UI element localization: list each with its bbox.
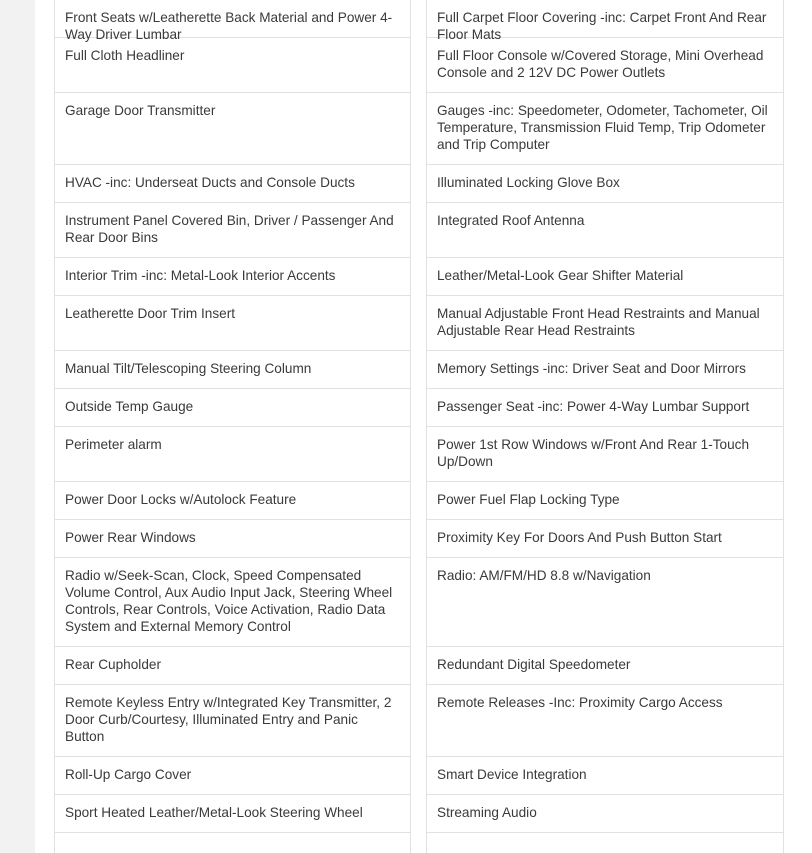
feature-label: Manual Tilt/Telescoping Steering Column: [65, 361, 312, 376]
list-item: [55, 426, 410, 481]
list-item: [427, 388, 783, 426]
list-item: [427, 426, 783, 481]
feature-label: Full Floor Console w/Covered Storage, Mini Overhead Console and 2 12V DC Power Outlets: [437, 48, 764, 80]
feature-label: Front Seats w/Leatherette Back Material and Power 4-Way Driver Lumbar: [65, 10, 393, 42]
feature-label: Full Cloth Headliner: [65, 48, 185, 63]
feature-label: Outside Temp Gauge: [65, 399, 194, 414]
list-item: [55, 557, 410, 646]
feature-label: Illuminated Locking Glove Box: [437, 175, 620, 190]
list-item: [55, 481, 410, 519]
list-item: [427, 202, 783, 257]
list-item: [55, 295, 410, 350]
list-item: [427, 481, 783, 519]
list-item: [427, 257, 783, 295]
feature-label: Garage Door Transmitter: [65, 103, 216, 118]
feature-label: Remote Keyless Entry w/Integrated Key Transmitter, 2 Door Curb/Courtesy, Illuminated Entry and Panic Button: [65, 695, 392, 744]
feature-label: Proximity Key For Doors And Push Button Start: [437, 530, 722, 545]
feature-label: Interior Trim -inc: Metal-Look Interior Accents: [65, 268, 336, 283]
feature-label: Roll-Up Cargo Cover: [65, 767, 192, 782]
feature-label: Rear Cupholder: [65, 657, 161, 672]
list-item: [55, 257, 410, 295]
list-item: [55, 164, 410, 202]
list-item: [55, 37, 410, 92]
feature-label: Sport Heated Leather/Metal-Look Steering Wheel: [65, 805, 363, 820]
list-item: [427, 350, 783, 388]
feature-label: Radio: AM/FM/HD 8.8 w/Navigation: [437, 568, 651, 583]
features-column-right: [426, 0, 784, 853]
list-item: [55, 92, 410, 164]
feature-label: Smart Device Integration: [437, 767, 587, 782]
list-item: [55, 519, 410, 557]
feature-label: Power Fuel Flap Locking Type: [437, 492, 620, 507]
feature-label: Remote Releases -Inc: Proximity Cargo Access: [437, 695, 723, 710]
list-item: [55, 646, 410, 684]
feature-label: Streaming Audio: [437, 805, 537, 820]
list-item: [55, 388, 410, 426]
list-item: [427, 794, 783, 832]
list-item: [55, 684, 410, 756]
list-item: [55, 794, 410, 832]
list-item: [427, 646, 783, 684]
feature-label: Full Carpet Floor Covering -inc: Carpet Front And Rear Floor Mats: [437, 10, 767, 42]
list-item: [427, 164, 783, 202]
list-item: [55, 0, 410, 42]
features-panel: [35, 0, 804, 853]
feature-label: Leather/Metal-Look Gear Shifter Material: [437, 268, 684, 283]
page-gutter: [0, 0, 35, 853]
features-column-left: [54, 0, 411, 853]
list-item: [427, 832, 783, 853]
list-item: [427, 295, 783, 350]
list-item: [427, 519, 783, 557]
feature-label: Integrated Roof Antenna: [437, 213, 585, 228]
feature-label: Power 1st Row Windows w/Front And Rear 1-Touch Up/Down: [437, 437, 750, 469]
feature-label: Leatherette Door Trim Insert: [65, 306, 235, 321]
list-item: [427, 756, 783, 794]
feature-label: Instrument Panel Covered Bin, Driver / Passenger And Rear Door Bins: [65, 213, 394, 245]
feature-label: Power Door Locks w/Autolock Feature: [65, 492, 297, 507]
feature-label: Gauges -inc: Speedometer, Odometer, Tachometer, Oil Temperature, Transmission Fluid Temp, Trip Odometer and Trip Computer: [437, 103, 768, 152]
list-item: [55, 832, 410, 853]
feature-label: HVAC -inc: Underseat Ducts and Console Ducts: [65, 175, 355, 190]
list-item: [55, 350, 410, 388]
list-item: [55, 756, 410, 794]
list-item: [427, 0, 783, 42]
feature-label: Radio w/Seek-Scan, Clock, Speed Compensated Volume Control, Aux Audio Input Jack, Steering Wheel Controls, Rear Controls, Voice Activation, Radio Data System and External Memory Control: [65, 568, 393, 634]
feature-label: Manual Adjustable Front Head Restraints and Manual Adjustable Rear Head Restraints: [437, 306, 760, 338]
feature-label: Power Rear Windows: [65, 530, 196, 545]
list-item: [427, 37, 783, 92]
list-item: [55, 202, 410, 257]
feature-label: Perimeter alarm: [65, 437, 162, 452]
feature-label: Memory Settings -inc: Driver Seat and Door Mirrors: [437, 361, 746, 376]
list-item: [427, 557, 783, 646]
feature-label: Redundant Digital Speedometer: [437, 657, 631, 672]
list-item: [427, 92, 783, 164]
feature-label: Passenger Seat -inc: Power 4-Way Lumbar Support: [437, 399, 750, 414]
list-item: [427, 684, 783, 756]
